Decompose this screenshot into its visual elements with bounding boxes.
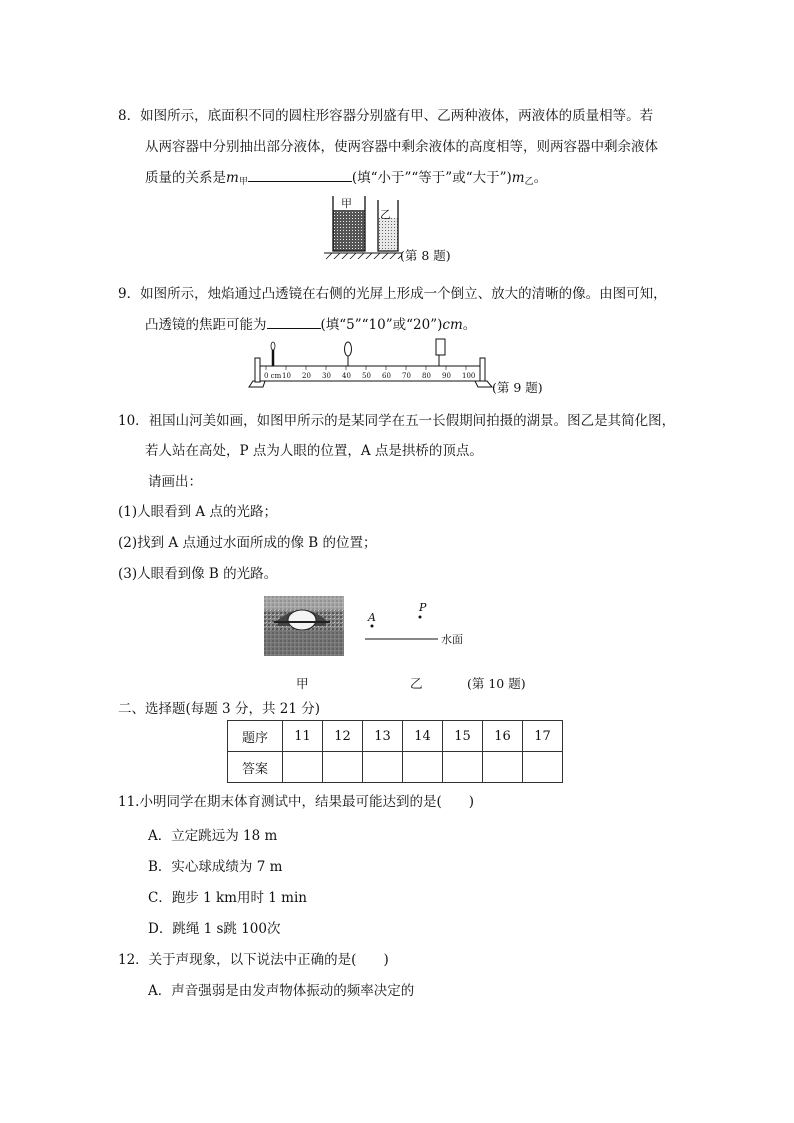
q9-hint: (填“5”“10”或“20”) bbox=[320, 317, 443, 333]
q8-text-3: 质量的关系是 bbox=[145, 170, 226, 186]
m-symbol: m bbox=[226, 170, 239, 186]
ruler-tick-label: 100 bbox=[462, 372, 476, 380]
answer-cell[interactable] bbox=[283, 752, 323, 783]
fig8-label-yi: 乙 bbox=[380, 208, 391, 221]
question-number-cell: 15 bbox=[443, 721, 483, 752]
ruler-tick-labels bbox=[0, 372, 794, 382]
label-A: A bbox=[368, 611, 376, 624]
q9-answer-blank[interactable] bbox=[267, 314, 321, 329]
q10-item-3: (3)人眼看到像 B 的光路。 bbox=[118, 566, 278, 582]
q11-option-b[interactable]: B．实心球成绩为 7 m bbox=[148, 859, 283, 875]
answer-table bbox=[227, 720, 563, 783]
fig10-jia-label: 甲 bbox=[296, 676, 309, 691]
answer-cell[interactable] bbox=[443, 752, 483, 783]
q10-prompt: 请画出： bbox=[148, 474, 202, 490]
point-A bbox=[371, 625, 374, 628]
q10-item-2: (2)找到 A 点通过水面所成的像 B 的位置； bbox=[118, 535, 377, 551]
question-number-cell: 17 bbox=[523, 721, 563, 752]
q9-text-2: 凸透镜的焦距可能为 bbox=[145, 317, 267, 333]
convex-lens bbox=[345, 342, 352, 356]
question-number-cell: 11 bbox=[283, 721, 323, 752]
ruler-tick-label: 30 bbox=[322, 372, 331, 380]
q9-end: 。 bbox=[462, 317, 477, 333]
question-number-cell: 13 bbox=[363, 721, 403, 752]
q8-line1 bbox=[118, 104, 653, 124]
ruler-tick-label: 10 bbox=[282, 372, 291, 380]
table-header-cell: 题序 bbox=[228, 721, 283, 752]
ruler-tick-label: 90 bbox=[442, 372, 451, 380]
q8-number: 8． bbox=[118, 108, 141, 124]
q9-number: 9． bbox=[118, 286, 141, 302]
ruler-tick-label: 20 bbox=[302, 372, 311, 380]
q8-line2: 从两容器中分别抽出部分液体，使两容器中剩余液体的高度相等，则两容器中剩余液体 bbox=[145, 139, 658, 155]
light-screen bbox=[436, 339, 445, 355]
answer-cell[interactable] bbox=[483, 752, 523, 783]
q10-text-1: 祖国山河美如画，如图甲所示的是某同学在五一长假期间拍摄的湖景。图乙是其简化图， bbox=[148, 413, 676, 429]
q10-number: 10． bbox=[118, 413, 149, 429]
ruler-zero-label: 0 cm bbox=[264, 372, 282, 380]
fig8-caption: (第 8 题) bbox=[400, 248, 451, 263]
answer-cell[interactable] bbox=[323, 752, 363, 783]
ruler-tick-label: 70 bbox=[402, 372, 411, 380]
question-number-cell: 12 bbox=[323, 721, 363, 752]
liquid-yi bbox=[378, 218, 398, 251]
q11-option-d[interactable]: D．跳绳 1 s跳 100次 bbox=[148, 921, 281, 937]
q11-option-a[interactable]: A．立定跳远为 18 m bbox=[148, 828, 278, 844]
question-number-cell: 16 bbox=[483, 721, 523, 752]
question-number-cell: 14 bbox=[403, 721, 443, 752]
q9-line1 bbox=[118, 282, 667, 302]
q10-line2: 若人站在高处，P 点为人眼的位置，A 点是拱桥的顶点。 bbox=[145, 443, 483, 459]
sub-yi: 乙 bbox=[524, 177, 534, 187]
table-row bbox=[228, 721, 563, 752]
ruler-tick-label: 50 bbox=[362, 372, 371, 380]
m-symbol-2: m bbox=[511, 170, 525, 186]
q8-text-1: 如图所示，底面积不同的圆柱形容器分别盛有甲、乙两种液体，两液体的质量相等。若 bbox=[140, 108, 654, 124]
ruler-tick-label: 40 bbox=[342, 372, 351, 380]
ground-hatching bbox=[326, 253, 402, 259]
q10-line1 bbox=[118, 409, 675, 429]
fig10-caption: (第 10 题) bbox=[467, 676, 526, 691]
fig9-caption: (第 9 题) bbox=[492, 380, 543, 395]
fig8-label-jia: 甲 bbox=[341, 197, 352, 210]
q11-stem: 11.小明同学在期末体育测试中，结果最可能达到的是( ) bbox=[118, 794, 475, 810]
flame bbox=[271, 342, 275, 350]
q10-item-1: (1)人眼看到 A 点的光路； bbox=[118, 504, 277, 520]
sub-jia: 甲 bbox=[238, 177, 248, 187]
label-P: P bbox=[419, 601, 427, 614]
unit-cm: cm bbox=[442, 317, 463, 333]
table-answer-label: 答案 bbox=[228, 752, 283, 783]
q8-line3 bbox=[145, 166, 547, 187]
q9-text-1: 如图所示，烛焰通过凸透镜在右侧的光屏上形成一个倒立、放大的清晰的像。由图可知， bbox=[140, 286, 667, 302]
ruler-tick-label: 60 bbox=[382, 372, 391, 380]
optical-bench-figure bbox=[246, 336, 496, 391]
label-water: 水面 bbox=[441, 633, 463, 646]
answer-cell[interactable] bbox=[523, 752, 563, 783]
table-row bbox=[228, 752, 563, 783]
point-P bbox=[419, 616, 422, 619]
container-figure bbox=[322, 194, 402, 260]
ruler-tick-label: 80 bbox=[422, 372, 431, 380]
q8-answer-blank[interactable] bbox=[248, 167, 352, 182]
q9-line2 bbox=[145, 313, 476, 333]
answer-cell[interactable] bbox=[363, 752, 403, 783]
lake-photo bbox=[264, 596, 344, 656]
q8-end: 。 bbox=[533, 170, 548, 186]
q8-hint: (填“小于”“等于”或“大于”) bbox=[351, 170, 512, 186]
section2-title: 二、选择题(每题 3 分，共 21 分) bbox=[118, 701, 320, 717]
fig10-yi-label: 乙 bbox=[410, 676, 423, 691]
q12-stem: 12．关于声现象，以下说法中正确的是( ) bbox=[118, 952, 389, 968]
answer-cell[interactable] bbox=[403, 752, 443, 783]
q12-option-a[interactable]: A．声音强弱是由发声物体振动的频率决定的 bbox=[148, 983, 415, 999]
liquid-jia bbox=[333, 210, 365, 251]
q11-option-c[interactable]: C．跑步 1 km用时 1 min bbox=[148, 890, 307, 906]
